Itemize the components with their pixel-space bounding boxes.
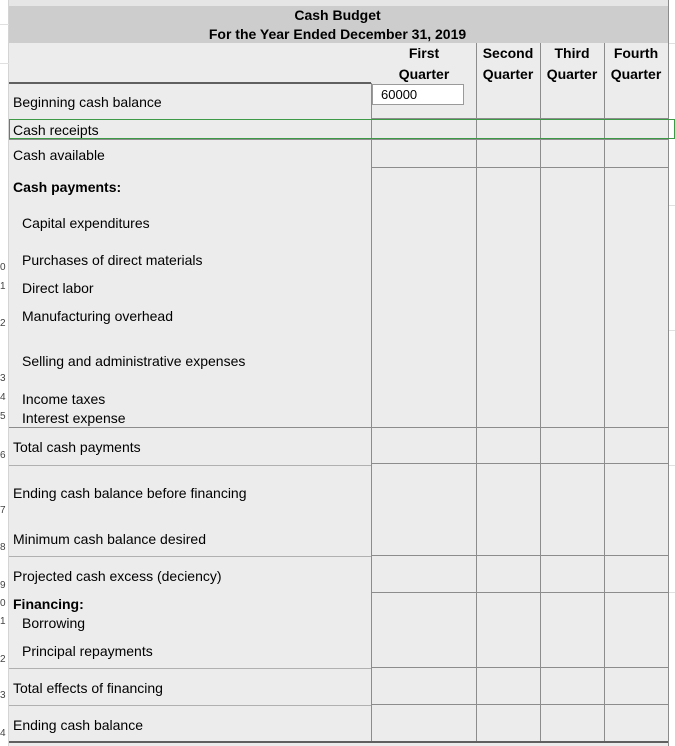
- row-number[interactable]: 4: [0, 728, 6, 739]
- column-header-second-line2: Quarter: [482, 66, 534, 82]
- column-divider: [540, 43, 541, 743]
- row-rule: [9, 139, 668, 140]
- row-number[interactable]: 4: [0, 392, 6, 403]
- row-label-total-effects-financing: Total effects of financing: [13, 680, 163, 696]
- row-rule: [371, 463, 668, 464]
- gridline: [0, 63, 9, 64]
- row-label-cash-receipts: Cash receipts: [13, 122, 99, 138]
- row-label-direct-labor: Direct labor: [22, 280, 94, 296]
- row-rule: [9, 705, 371, 706]
- column-divider: [476, 43, 477, 743]
- row-rule: [371, 592, 668, 593]
- row-label-cash-available: Cash available: [13, 147, 105, 163]
- row-rule: [9, 668, 371, 669]
- sheet-subtitle: For the Year Ended December 31, 2019: [208, 26, 467, 42]
- row-rule: [371, 555, 668, 556]
- row-number[interactable]: 7: [0, 505, 6, 516]
- row-rule: [371, 167, 668, 168]
- sheet-title: Cash Budget: [294, 7, 381, 23]
- column-header-third-line2: Quarter: [546, 66, 598, 82]
- first-quarter-beginning-balance-input[interactable]: 60000: [372, 84, 464, 105]
- row-number[interactable]: 3: [0, 690, 6, 701]
- row-label-beginning-cash-balance: Beginning cash balance: [13, 94, 162, 110]
- row-label-cash-payments: Cash payments:: [13, 179, 122, 195]
- bottom-rule: [9, 741, 668, 743]
- row-rule: [371, 704, 668, 705]
- column-header-first-line2: Quarter: [398, 66, 450, 82]
- column-header-third: Third: [554, 45, 590, 61]
- column-divider: [371, 83, 372, 743]
- row-number[interactable]: 2: [0, 654, 6, 665]
- row-label-minimum-cash-balance: Minimum cash balance desired: [13, 531, 206, 547]
- row-number[interactable]: 8: [0, 542, 6, 553]
- row-label-interest-expense: Interest expense: [22, 410, 126, 426]
- row-number[interactable]: 1: [0, 281, 6, 292]
- row-label-borrowing: Borrowing: [22, 615, 86, 631]
- row-rule: [371, 667, 668, 668]
- row-rule: [9, 427, 668, 428]
- row-number[interactable]: 0: [0, 598, 6, 609]
- row-rule: [9, 556, 371, 557]
- row-label-principal-repayments: Principal repayments: [22, 643, 153, 659]
- column-divider: [668, 0, 669, 746]
- selected-row-highlight: [9, 119, 675, 139]
- row-label-capital-expenditures: Capital expenditures: [22, 215, 150, 231]
- row-label-total-cash-payments: Total cash payments: [13, 439, 141, 455]
- header-rule: [9, 82, 371, 84]
- gridline: [668, 43, 675, 44]
- row-number[interactable]: 9: [0, 580, 6, 591]
- column-divider: [604, 43, 605, 743]
- budget-area: [9, 0, 668, 746]
- row-label-projected-excess: Projected cash excess (deciency): [13, 568, 222, 584]
- row-number[interactable]: 0: [0, 262, 6, 273]
- row-number[interactable]: 5: [0, 411, 6, 422]
- column-header-first: First: [408, 45, 440, 61]
- column-header-fourth: Fourth: [613, 45, 659, 61]
- gridline: [668, 330, 675, 331]
- gridline: [668, 592, 675, 593]
- row-number[interactable]: 6: [0, 450, 6, 461]
- gridline: [0, 24, 9, 25]
- row-number[interactable]: 3: [0, 373, 6, 384]
- gridline: [668, 465, 675, 466]
- row-rule: [9, 465, 371, 466]
- row-label-ending-before-financing: Ending cash balance before financing: [13, 485, 247, 501]
- column-header-fourth-line2: Quarter: [610, 66, 662, 82]
- row-number[interactable]: 2: [0, 318, 6, 329]
- row-label-ending-cash-balance: Ending cash balance: [13, 717, 143, 733]
- row-label-manufacturing-overhead: Manufacturing overhead: [22, 308, 173, 324]
- row-label-purchases-direct-materials: Purchases of direct materials: [22, 252, 203, 268]
- row-number[interactable]: 1: [0, 616, 6, 627]
- column-header-second: Second: [482, 45, 534, 61]
- row-label-financing: Financing:: [13, 596, 84, 612]
- row-label-income-taxes: Income taxes: [22, 391, 106, 407]
- gridline: [668, 205, 675, 206]
- row-label-selling-admin: Selling and administrative expenses: [22, 353, 246, 369]
